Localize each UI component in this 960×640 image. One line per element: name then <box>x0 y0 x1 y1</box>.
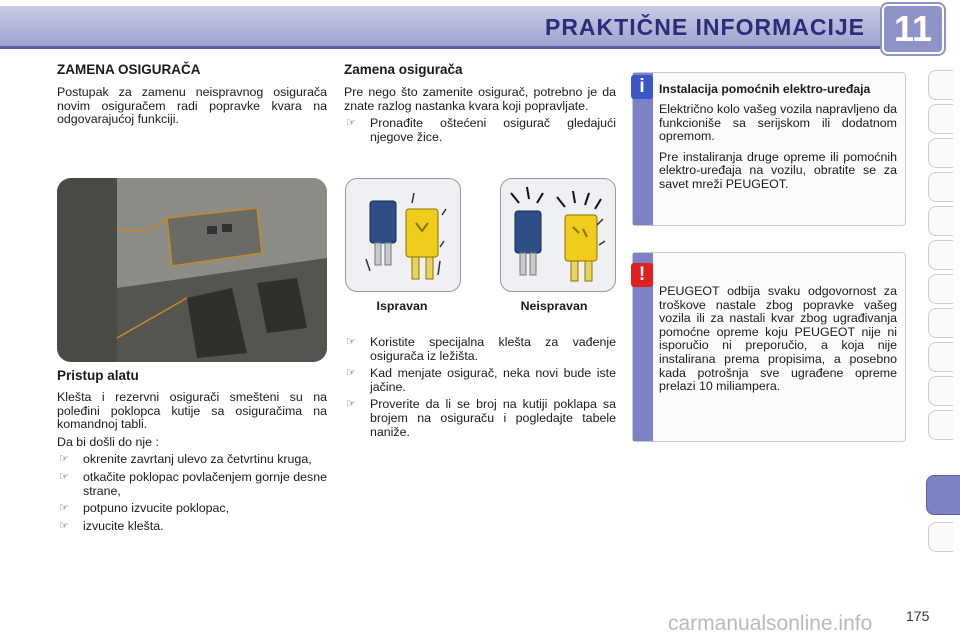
section-text: Da bi došli do nje : <box>57 434 159 449</box>
list-item: ☞ Koristite specijalna klešta za vađenje osigurača iz ležišta. <box>346 335 616 363</box>
chapter-tab[interactable] <box>928 308 953 338</box>
hand-pointer-icon: ☞ <box>59 502 69 515</box>
chapter-badge <box>882 4 944 54</box>
fuse-change-steps <box>344 332 616 443</box>
chapter-tab[interactable] <box>928 138 953 168</box>
dashboard-illustration <box>57 178 327 362</box>
dashboard-photo <box>57 178 327 362</box>
chapter-title: PRAKTIČNE INFORMACIJE <box>544 14 865 40</box>
chapter-tabs <box>928 70 960 570</box>
chapter-tab[interactable] <box>928 522 953 552</box>
list-item: ☞ Proverite da li se broj na kutiji poklapa sa brojem na osiguraču i pogledajte tabele naniže. <box>346 397 616 439</box>
info-title: Instalacija pomoćnih elektro-uređaja <box>659 82 871 96</box>
list-item: ☞ potpuno izvucite poklopac, <box>59 501 230 516</box>
info-box <box>632 72 906 226</box>
chapter-tab[interactable] <box>928 376 953 406</box>
chapter-tab[interactable] <box>928 240 953 270</box>
hand-pointer-icon: ☞ <box>59 453 69 466</box>
list-item: ☞ Pronađite oštećeni osigurač gledajući njegove žice. <box>346 116 616 144</box>
good-fuse-icon <box>346 179 460 291</box>
blown-fuse-label: Neispravan <box>520 299 588 313</box>
info-icon: i <box>631 75 653 99</box>
intro-text: Postupak za zamenu neispravnog osigurača novim osiguračem radi popravke kvara na odgovarajućoj funkciji. <box>57 85 327 127</box>
step-list <box>57 453 327 533</box>
chapter-tab[interactable] <box>928 410 953 440</box>
list-item: ☞ okrenite zavrtanj ulevo za četvrtinu kruga, <box>59 452 312 467</box>
list-item: ☞ Kad menjate osigurač, neka novi bude iste jačine. <box>346 366 616 394</box>
hand-pointer-icon: ☞ <box>59 470 69 483</box>
chapter-number: 11 <box>893 8 933 49</box>
chapter-tab[interactable] <box>928 70 953 100</box>
info-text: Pre instaliranja druge opreme ili pomoćnih elektro-uređaja na vozilu, obratite se za savet mreži PEUGEOT. <box>659 149 897 191</box>
chapter-tab[interactable] <box>928 104 953 134</box>
warning-icon: ! <box>631 263 653 287</box>
list-item: ☞ izvucite klešta. <box>59 518 164 533</box>
page-number: 175 <box>906 608 930 624</box>
chapter-tab[interactable] <box>928 274 953 304</box>
hand-pointer-icon: ☞ <box>346 398 356 411</box>
warning-text: PEUGEOT odbija svaku odgovornost za troškove nastale zbog popravke vašeg vozila ili za nastali kvar zbog ugrađivanja pomoćne opreme koju PEUGEOT nije ni isporučio ni preporučio, a koja nije instalirana prema propisima, a posebno kada potrošnja sve ugrađene opreme prelazi 10 miliampera. <box>659 284 897 394</box>
hand-pointer-icon: ☞ <box>346 336 356 348</box>
good-fuse-illustration <box>345 178 461 292</box>
blown-fuse-illustration <box>500 178 616 292</box>
chapter-tab[interactable] <box>928 172 953 202</box>
section-title: Pristup alatu <box>57 368 139 383</box>
fuse-change-section <box>344 62 616 148</box>
chapter-tab[interactable] <box>928 206 953 236</box>
step-list <box>344 336 616 439</box>
chapter-tab-active[interactable] <box>926 475 960 515</box>
section-title: ZAMENA OSIGURAČA <box>57 62 201 77</box>
hand-pointer-icon: ☞ <box>59 519 69 532</box>
step-list <box>344 117 616 144</box>
intro-text: Pre nego što zamenite osigurač, potrebno je da znate razlog nastanka kvara koji popravljate. <box>344 85 616 113</box>
hand-pointer-icon: ☞ <box>346 117 356 130</box>
warning-box <box>632 252 906 442</box>
list-item: ☞ otkačite poklopac povlačenjem gornje desne strane, <box>59 469 327 498</box>
chapter-tab[interactable] <box>928 342 953 372</box>
page-header <box>0 0 960 48</box>
hand-pointer-icon: ☞ <box>346 367 356 380</box>
tool-access-section <box>57 368 327 537</box>
blown-fuse-icon <box>501 179 615 291</box>
info-text: Električno kolo vašeg vozila napravljeno da funkcioniše sa serijskom ili dodatnom opremom. <box>659 102 897 144</box>
section-title: Zamena osigurača <box>344 62 463 77</box>
fuse-replacement-intro <box>57 62 327 127</box>
watermark: carmanualsonline.info <box>668 612 873 635</box>
good-fuse-label: Ispravan <box>376 299 428 313</box>
section-text: Klešta i rezervni osigurači smešteni su na poleđini poklopca kutije sa osiguračima na komandnoj tabli. <box>57 390 327 432</box>
